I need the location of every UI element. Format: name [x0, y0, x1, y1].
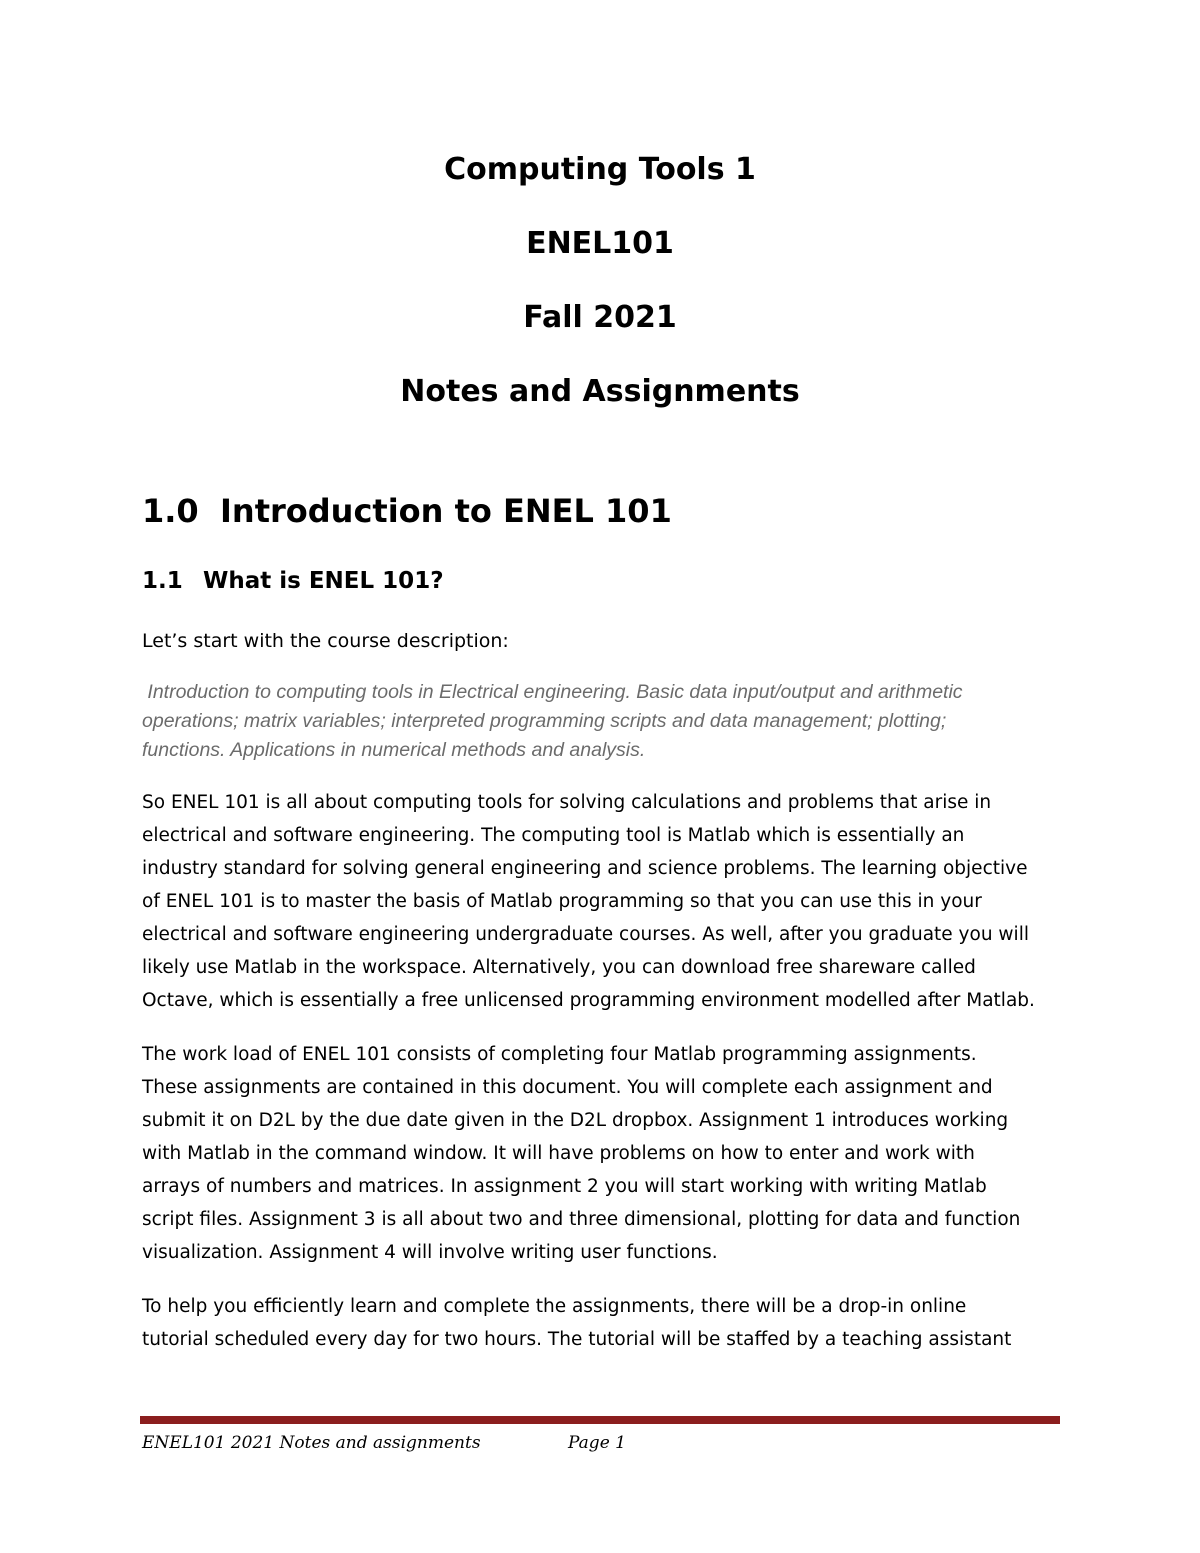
paragraph-overview	[142, 786, 1067, 1017]
paragraph-line: These assignments are contained in this document. You will complete each assignment and	[142, 1077, 993, 1098]
section-title: Introduction to ENEL 101	[220, 492, 672, 530]
paragraph-workload	[142, 1038, 1067, 1269]
document-title: Notes and Assignments	[400, 374, 800, 409]
course-title: Computing Tools 1	[444, 152, 756, 187]
footer-page-number: Page 1	[568, 1433, 626, 1453]
paragraph-line: with Matlab in the command window. It will have problems on how to enter and work with	[142, 1143, 975, 1164]
paragraph-line: arrays of numbers and matrices. In assignment 2 you will start working with writing Matlab	[142, 1176, 987, 1197]
term: Fall 2021	[523, 300, 677, 335]
footer-rule	[140, 1416, 1060, 1424]
subsection-title: What is ENEL 101?	[203, 568, 444, 594]
paragraph-line: script files. Assignment 3 is all about two and three dimensional, plotting for data and function	[142, 1209, 1021, 1230]
paragraph-line: Octave, which is essentially a free unlicensed programming environment modelled after Matlab.	[142, 990, 1035, 1011]
course-description	[142, 678, 1062, 765]
course-code: ENEL101	[526, 226, 674, 261]
subsection-heading	[142, 568, 444, 594]
course-description-line: Introduction to computing tools in Electrical engineering. Basic data input/output and arithmetic	[142, 681, 963, 703]
section-heading	[142, 492, 672, 530]
footer-document-name: ENEL101 2021 Notes and assignments	[142, 1433, 481, 1453]
paragraph-line: The work load of ENEL 101 consists of completing four Matlab programming assignments.	[142, 1044, 977, 1065]
paragraph-line: submit it on D2L by the due date given in the D2L dropbox. Assignment 1 introduces working	[142, 1110, 1009, 1131]
paragraph-line: industry standard for solving general engineering and science problems. The learning objective	[142, 858, 1028, 879]
paragraph-line: electrical and software engineering. The computing tool is Matlab which is essentially an	[142, 825, 965, 846]
paragraph-line: visualization. Assignment 4 will involve writing user functions.	[142, 1242, 718, 1263]
paragraph-line: electrical and software engineering undergraduate courses. As well, after you graduate you will	[142, 924, 1029, 945]
subsection-number: 1.1	[142, 568, 183, 594]
paragraph-line: To help you efficiently learn and complete the assignments, there will be a drop-in online	[142, 1296, 967, 1317]
title-block	[0, 140, 1200, 436]
section-number: 1.0	[142, 492, 199, 530]
paragraph-line: likely use Matlab in the workspace. Alternatively, you can download free shareware called	[142, 957, 976, 978]
course-description-line: operations; matrix variables; interpreted programming scripts and data management; plotting;	[142, 710, 947, 732]
course-description-line: functions. Applications in numerical methods and analysis.	[142, 739, 646, 761]
paragraph-line: So ENEL 101 is all about computing tools for solving calculations and problems that arise in	[142, 792, 992, 813]
lead-text: Let’s start with the course description:	[142, 630, 509, 652]
paragraph-tutorial	[142, 1290, 1067, 1356]
paragraph-line: tutorial scheduled every day for two hours. The tutorial will be staffed by a teaching assistant	[142, 1329, 1012, 1350]
paragraph-line: of ENEL 101 is to master the basis of Matlab programming so that you can use this in your	[142, 891, 982, 912]
